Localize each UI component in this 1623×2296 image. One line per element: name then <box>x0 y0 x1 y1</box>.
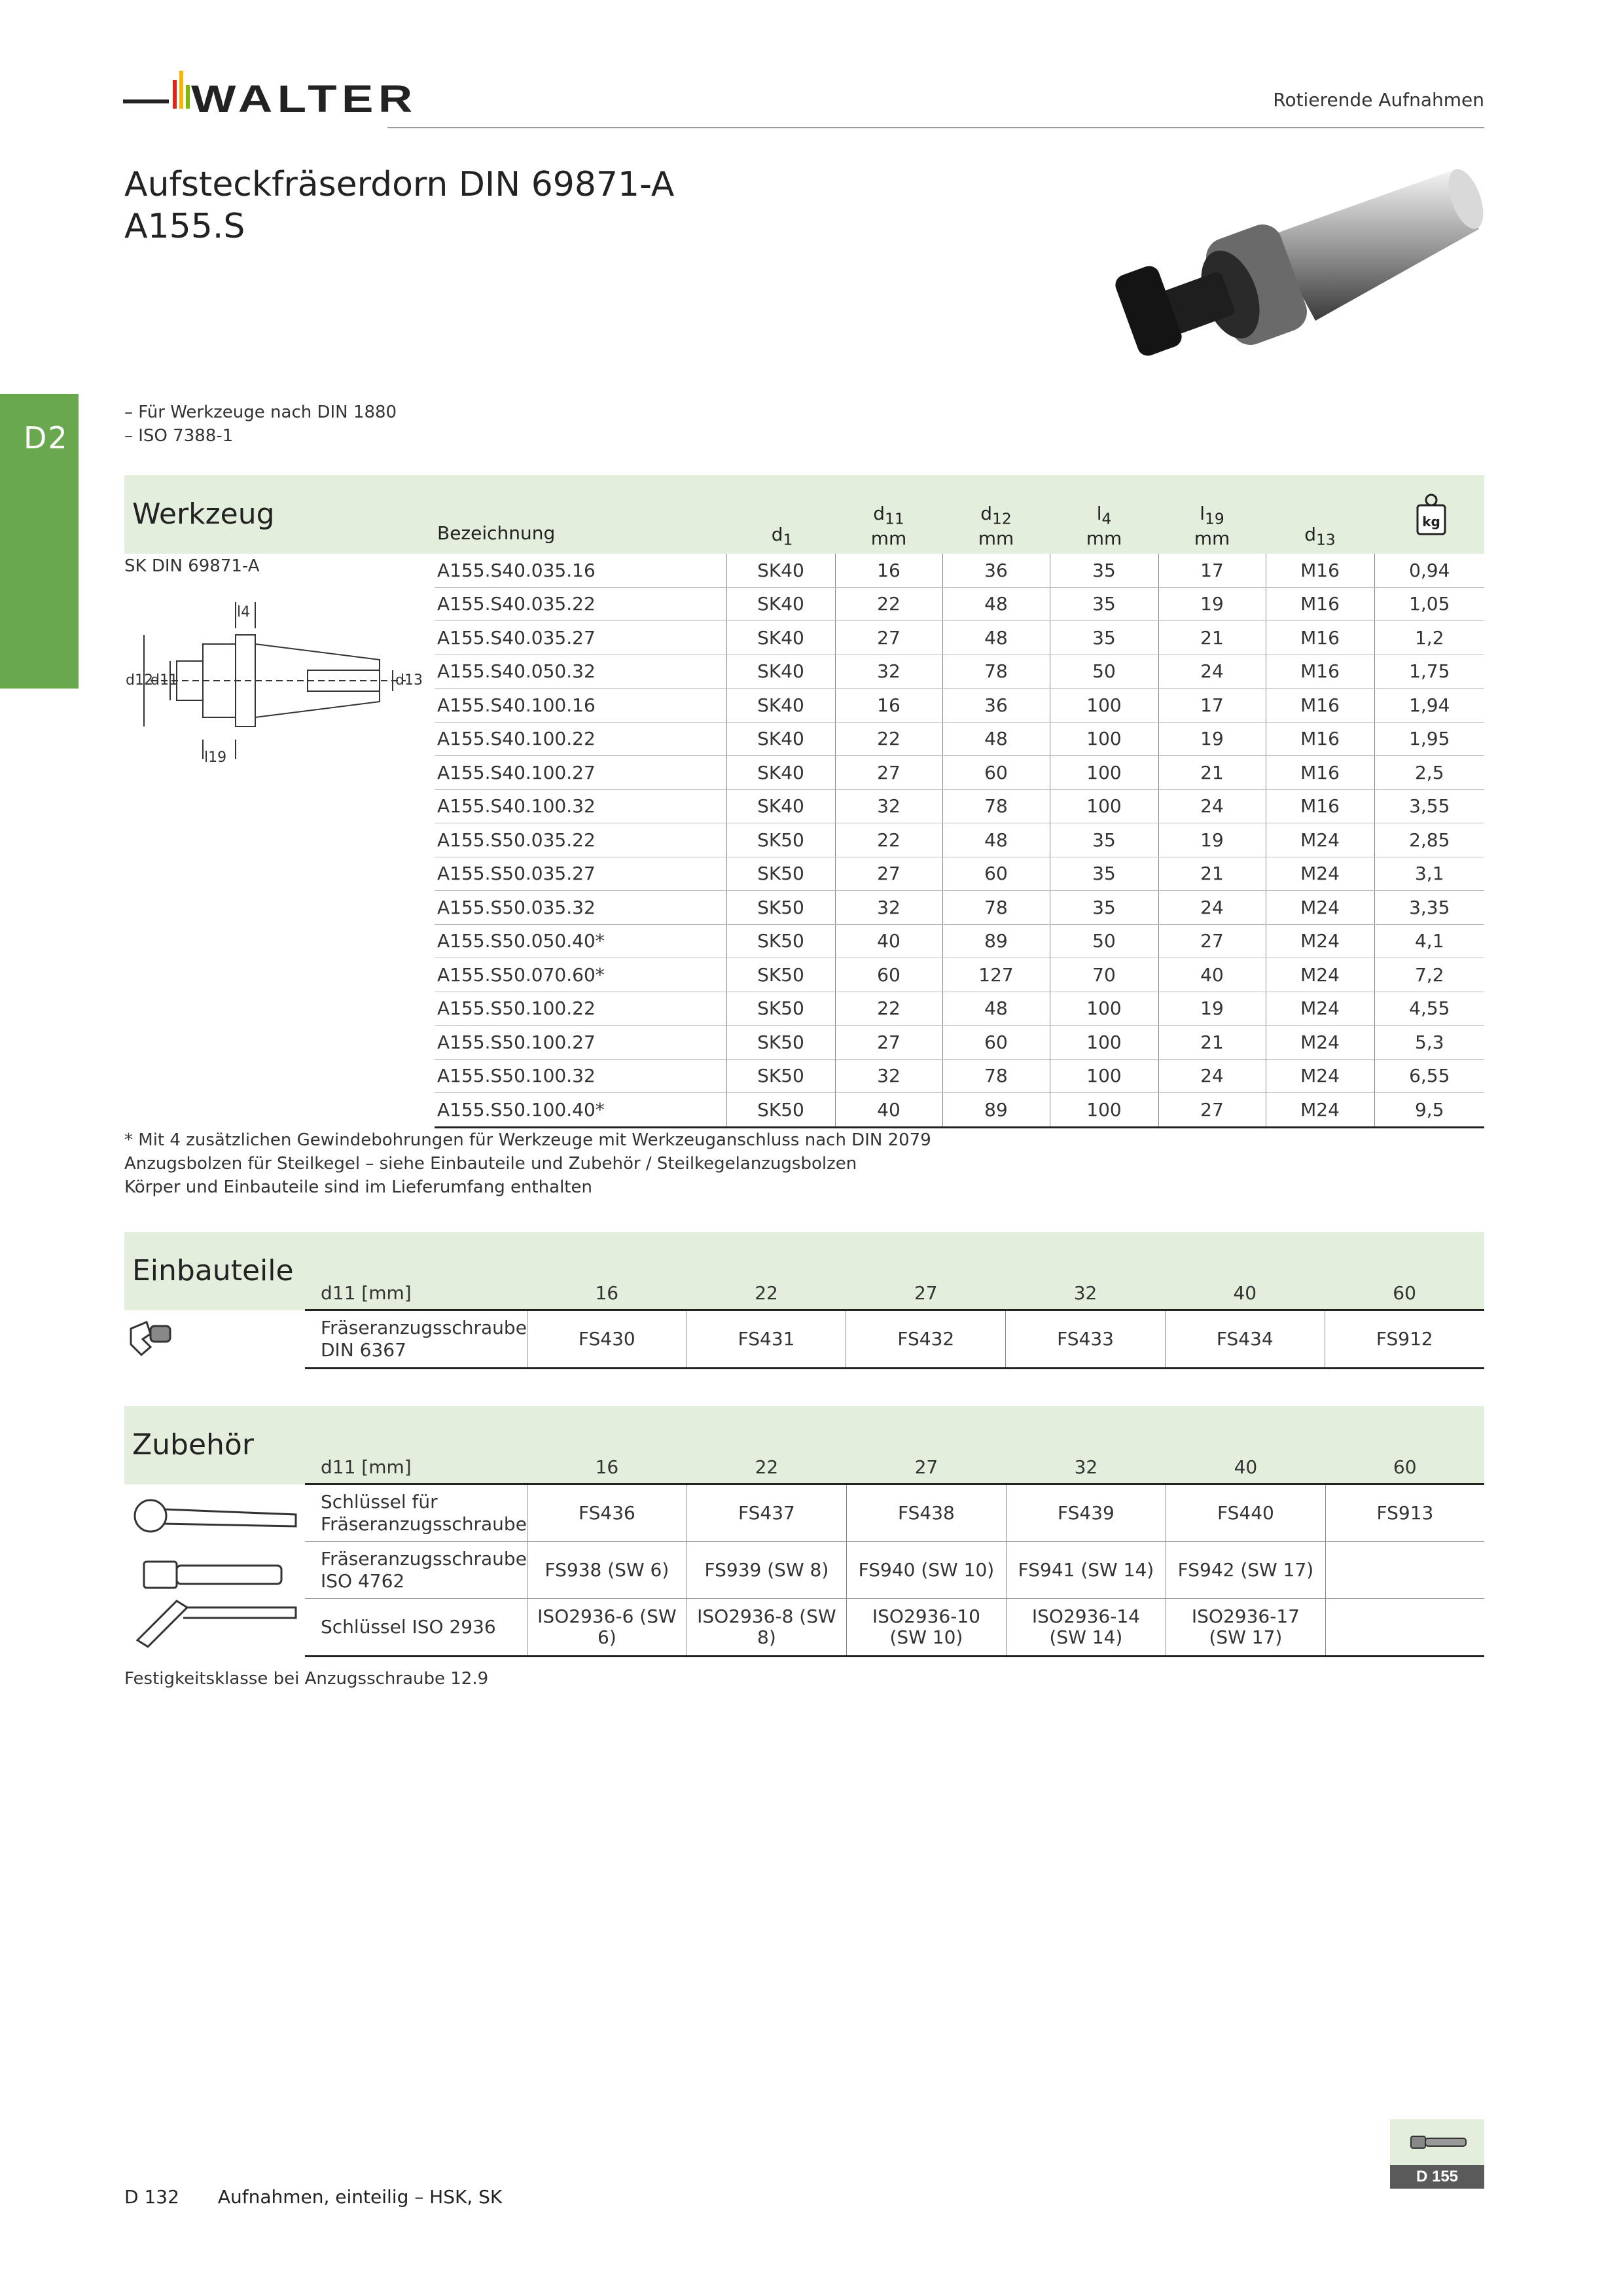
table-cell: A155.S40.035.27 <box>435 621 726 655</box>
label-d12: d12 <box>126 672 153 689</box>
part-number-cell: FS913 <box>1325 1484 1484 1542</box>
table-cell: 100 <box>1050 992 1158 1026</box>
table-cell: 32 <box>835 1059 942 1093</box>
table-cell: 24 <box>1158 789 1266 823</box>
part-number-cell: FS431 <box>687 1310 846 1369</box>
size-header: 27 <box>846 1276 1006 1310</box>
table-cell: M24 <box>1266 857 1374 891</box>
table-cell: A155.S50.100.40* <box>435 1093 726 1128</box>
row-label <box>305 1542 527 1599</box>
section-tab <box>0 394 79 689</box>
table-cell: M16 <box>1266 789 1374 823</box>
table-cell: 21 <box>1158 621 1266 655</box>
feature-item: – Für Werkzeuge nach DIN 1880 <box>124 403 397 422</box>
table-row <box>435 789 1484 823</box>
product-image <box>1099 157 1492 406</box>
feature-item: – ISO 7388-1 <box>124 426 234 446</box>
table-cell: M16 <box>1266 587 1374 621</box>
table-cell: 7,2 <box>1374 958 1484 992</box>
table-cell: 1,95 <box>1374 722 1484 756</box>
table-cell: 48 <box>942 823 1050 857</box>
part-number-cell: ISO2936-10 (SW 10) <box>846 1599 1006 1657</box>
part-number-cell: FS434 <box>1165 1310 1325 1369</box>
table-cell: 35 <box>1050 823 1158 857</box>
label-l19: l19 <box>204 749 227 766</box>
table-cell: 24 <box>1158 655 1266 689</box>
accessory-icons <box>124 1490 301 1653</box>
table-cell: A155.S50.035.22 <box>435 823 726 857</box>
table-cell: 50 <box>1050 655 1158 689</box>
section-label: Rotierende Aufnahmen <box>1273 89 1484 111</box>
part-number-cell: FS430 <box>527 1310 687 1369</box>
table-row <box>435 1059 1484 1093</box>
table-cell: 78 <box>942 789 1050 823</box>
table-cell: A155.S40.035.16 <box>435 554 726 587</box>
table-cell: 60 <box>942 857 1050 891</box>
size-column-label: d11 [mm] <box>305 1450 527 1484</box>
table-cell: 3,35 <box>1374 891 1484 925</box>
row-label <box>305 1599 527 1657</box>
size-header: 60 <box>1325 1450 1484 1484</box>
table-cell: 19 <box>1158 722 1266 756</box>
table-cell: SK50 <box>726 1059 835 1093</box>
table-cell: 48 <box>942 722 1050 756</box>
table-cell: M24 <box>1266 891 1374 925</box>
table-cell: 127 <box>942 958 1050 992</box>
label-l4: l4 <box>237 604 251 620</box>
unit-mm: mm <box>1086 527 1122 549</box>
table-cell: 40 <box>835 1093 942 1128</box>
table-row <box>305 1542 1484 1599</box>
table-cell: M24 <box>1266 992 1374 1026</box>
table-cell: 48 <box>942 992 1050 1026</box>
table-cell: 1,75 <box>1374 655 1484 689</box>
page-footer <box>124 2186 502 2208</box>
table-cell: 40 <box>835 924 942 958</box>
size-header: 22 <box>687 1276 846 1310</box>
page-reference[interactable] <box>1390 2119 1484 2189</box>
dimension-drawing <box>124 589 423 772</box>
col-l4: $l_4$ mm <box>1086 503 1122 549</box>
table-cell: 36 <box>942 689 1050 723</box>
zubehoer-note: Festigkeitsklasse bei Anzugsschraube 12.9 <box>124 1669 489 1689</box>
table-row <box>435 823 1484 857</box>
feature-list <box>124 401 397 448</box>
row-label <box>305 1310 527 1369</box>
row-label-line: Fräseranzugsschraube <box>321 1548 527 1570</box>
table-cell: SK40 <box>726 655 835 689</box>
table-cell: 19 <box>1158 823 1266 857</box>
table-row <box>435 1026 1484 1060</box>
table-cell: 3,55 <box>1374 789 1484 823</box>
table-cell: 16 <box>835 689 942 723</box>
table-cell: 9,5 <box>1374 1093 1484 1128</box>
table-cell: A155.S40.100.16 <box>435 689 726 723</box>
table-row <box>435 655 1484 689</box>
table-cell: 100 <box>1050 756 1158 790</box>
table-cell: 1,2 <box>1374 621 1484 655</box>
part-number-cell: FS438 <box>846 1484 1006 1542</box>
note: * Mit 4 zusätzlichen Gewindebohrungen für Werkzeuge mit Werkzeuganschluss nach DIN 2079 <box>124 1130 931 1150</box>
table-cell: 17 <box>1158 689 1266 723</box>
table-cell: A155.S40.100.27 <box>435 756 726 790</box>
table-cell: 1,94 <box>1374 689 1484 723</box>
screw-part-icon <box>124 1316 183 1361</box>
part-number-cell: FS939 (SW 8) <box>687 1542 846 1599</box>
section-tab-label: D2 <box>24 420 69 456</box>
table-cell: 35 <box>1050 621 1158 655</box>
table-cell: 19 <box>1158 992 1266 1026</box>
table-cell: 50 <box>1050 924 1158 958</box>
page-number: D 132 <box>124 2186 179 2208</box>
table-cell: A155.S50.035.27 <box>435 857 726 891</box>
table-row <box>435 689 1484 723</box>
row-label-line: DIN 6367 <box>321 1339 406 1361</box>
table-cell: 60 <box>942 1026 1050 1060</box>
key-icon <box>135 1500 296 1532</box>
bolt-icon <box>1410 2131 1469 2153</box>
table-cell: 16 <box>835 554 942 587</box>
table-cell: 32 <box>835 789 942 823</box>
part-number-cell: FS912 <box>1325 1310 1484 1369</box>
part-number-cell: FS439 <box>1006 1484 1166 1542</box>
table-cell: 78 <box>942 655 1050 689</box>
table-cell: A155.S50.100.32 <box>435 1059 726 1093</box>
page-reference-image <box>1390 2119 1484 2165</box>
table-row <box>435 958 1484 992</box>
table-cell: 21 <box>1158 756 1266 790</box>
size-header: 27 <box>846 1450 1006 1484</box>
part-number-cell: ISO2936-14 (SW 14) <box>1006 1599 1166 1657</box>
table-cell: 21 <box>1158 1026 1266 1060</box>
col-d12: $d_{12}$ mm <box>978 503 1014 549</box>
table-cell: 24 <box>1158 1059 1266 1093</box>
spec-label: SK DIN 69871-A <box>124 556 260 576</box>
col-d11: $d_{11}$ mm <box>870 503 907 549</box>
table-cell: 32 <box>835 891 942 925</box>
table-cell: 5,3 <box>1374 1026 1484 1060</box>
size-header: 60 <box>1325 1276 1484 1310</box>
part-number-cell: FS940 (SW 10) <box>846 1542 1006 1599</box>
table-cell: 48 <box>942 587 1050 621</box>
table-cell: SK40 <box>726 756 835 790</box>
table-cell: 17 <box>1158 554 1266 587</box>
zubehoer-heading: Zubehör <box>132 1428 254 1462</box>
table-cell: 35 <box>1050 891 1158 925</box>
row-label-line: Fräseranzugsschraube <box>321 1513 527 1535</box>
unit-mm: mm <box>1194 527 1230 549</box>
table-cell: SK40 <box>726 789 835 823</box>
part-number-cell: FS440 <box>1166 1484 1325 1542</box>
label-d13: d13 <box>395 672 423 689</box>
table-row <box>435 722 1484 756</box>
table-cell: A155.S40.035.22 <box>435 587 726 621</box>
hex-key-icon <box>137 1601 296 1647</box>
table-cell: M24 <box>1266 1026 1374 1060</box>
table-cell: 100 <box>1050 789 1158 823</box>
table-row <box>435 891 1484 925</box>
table-cell: SK40 <box>726 554 835 587</box>
table-cell: 32 <box>835 655 942 689</box>
col-d1-sub: 1 <box>783 530 793 549</box>
table-header-row <box>305 1276 1484 1310</box>
table-cell: 60 <box>835 958 942 992</box>
size-header: 40 <box>1165 1276 1325 1310</box>
table-cell: SK40 <box>726 587 835 621</box>
table-cell: M16 <box>1266 554 1374 587</box>
page-reference-label: D 155 <box>1390 2165 1484 2189</box>
table-cell: 27 <box>1158 924 1266 958</box>
table-cell: 22 <box>835 587 942 621</box>
table-cell: 22 <box>835 992 942 1026</box>
size-header: 22 <box>687 1450 846 1484</box>
table-cell: SK50 <box>726 924 835 958</box>
part-number-cell: FS433 <box>1006 1310 1166 1369</box>
brand-name: WALTER <box>191 78 418 120</box>
table-cell: 100 <box>1050 1026 1158 1060</box>
table-cell: 40 <box>1158 958 1266 992</box>
weight-icon <box>1416 490 1446 542</box>
table-cell: 78 <box>942 891 1050 925</box>
table-cell: SK40 <box>726 722 835 756</box>
note: Anzugsbolzen für Steilkegel – siehe Einbauteile und Zubehör / Steilkegelanzugsbolzen <box>124 1154 857 1174</box>
table-row <box>305 1310 1484 1369</box>
table-row <box>305 1599 1484 1657</box>
werkzeug-heading: Werkzeug <box>132 497 275 531</box>
table-cell: 3,1 <box>1374 857 1484 891</box>
table-cell: 24 <box>1158 891 1266 925</box>
table-cell: 89 <box>942 1093 1050 1128</box>
unit-mm: mm <box>978 527 1014 549</box>
table-cell: A155.S40.100.22 <box>435 722 726 756</box>
table-cell: M24 <box>1266 924 1374 958</box>
part-number-cell: ISO2936-6 (SW 6) <box>527 1599 687 1657</box>
table-cell: 27 <box>1158 1093 1266 1128</box>
part-number-cell: FS938 (SW 6) <box>527 1542 687 1599</box>
row-label-line: Fräseranzugsschraube <box>321 1317 527 1338</box>
row-label <box>305 1484 527 1542</box>
part-number-cell: ISO2936-8 (SW 8) <box>687 1599 846 1657</box>
part-number-cell: FS437 <box>687 1484 846 1542</box>
part-number-cell: FS432 <box>846 1310 1006 1369</box>
table-cell: 89 <box>942 924 1050 958</box>
table-cell: 100 <box>1050 689 1158 723</box>
weight-icon-label: kg <box>1422 514 1440 529</box>
table-header-row <box>305 1450 1484 1484</box>
table-cell: 19 <box>1158 587 1266 621</box>
size-header: 16 <box>527 1450 687 1484</box>
table-cell: 2,85 <box>1374 823 1484 857</box>
table-cell: 36 <box>942 554 1050 587</box>
table-cell: 100 <box>1050 1093 1158 1128</box>
table-row <box>435 924 1484 958</box>
table-cell: 100 <box>1050 722 1158 756</box>
title-line-1: Aufsteckfräserdorn DIN 69871-A <box>124 165 675 204</box>
table-cell: A155.S50.100.22 <box>435 992 726 1026</box>
part-number-cell: FS942 (SW 17) <box>1166 1542 1325 1599</box>
table-row <box>435 554 1484 587</box>
table-cell: 4,55 <box>1374 992 1484 1026</box>
col-d13: $d_{13}$ <box>1304 524 1336 549</box>
table-cell: M16 <box>1266 756 1374 790</box>
table-cell: 22 <box>835 823 942 857</box>
table-cell: M16 <box>1266 689 1374 723</box>
werkzeug-notes <box>124 1128 931 1199</box>
zubehoer-table <box>305 1450 1484 1657</box>
table-cell: 27 <box>835 857 942 891</box>
einbauteile-heading: Einbauteile <box>132 1254 294 1287</box>
label-d11: d11 <box>151 672 178 689</box>
col-l19: $l_{19}$ mm <box>1194 503 1230 549</box>
note: Körper und Einbauteile sind im Lieferumfang enthalten <box>124 1177 592 1197</box>
table-row <box>435 992 1484 1026</box>
table-cell: SK50 <box>726 891 835 925</box>
table-row <box>435 756 1484 790</box>
einbauteile-table <box>305 1276 1484 1369</box>
table-cell: M24 <box>1266 823 1374 857</box>
table-cell: A155.S50.100.27 <box>435 1026 726 1060</box>
part-number-cell <box>1325 1599 1484 1657</box>
table-cell: 27 <box>835 1026 942 1060</box>
table-row <box>435 857 1484 891</box>
page-title <box>124 164 674 247</box>
table-cell: 35 <box>1050 554 1158 587</box>
table-row <box>435 621 1484 655</box>
table-cell: SK50 <box>726 958 835 992</box>
table-cell: M24 <box>1266 1093 1374 1128</box>
part-number-cell: FS436 <box>527 1484 687 1542</box>
table-row <box>305 1484 1484 1542</box>
table-cell: M24 <box>1266 1059 1374 1093</box>
table-cell: A155.S40.100.32 <box>435 789 726 823</box>
table-row <box>435 1093 1484 1128</box>
row-label-line: Schlüssel für <box>321 1491 438 1513</box>
table-cell: 78 <box>942 1059 1050 1093</box>
table-cell: 21 <box>1158 857 1266 891</box>
chapter-title: Aufnahmen, einteilig – HSK, SK <box>217 2186 503 2208</box>
table-cell: SK50 <box>726 857 835 891</box>
size-header: 32 <box>1006 1276 1166 1310</box>
col-d1: $d_1$ <box>771 524 793 549</box>
table-cell: 35 <box>1050 857 1158 891</box>
part-number-cell: FS941 (SW 14) <box>1006 1542 1166 1599</box>
table-cell: 100 <box>1050 1059 1158 1093</box>
table-cell: 70 <box>1050 958 1158 992</box>
col-bezeichnung: Bezeichnung <box>437 522 556 544</box>
table-cell: A155.S50.070.60* <box>435 958 726 992</box>
table-cell: M16 <box>1266 655 1374 689</box>
table-cell: SK50 <box>726 823 835 857</box>
table-row <box>435 587 1484 621</box>
table-cell: 22 <box>835 722 942 756</box>
size-header: 32 <box>1006 1450 1166 1484</box>
table-cell: 27 <box>835 621 942 655</box>
title-line-2: A155.S <box>124 207 245 246</box>
table-cell: A155.S50.050.40* <box>435 924 726 958</box>
table-cell: SK50 <box>726 1026 835 1060</box>
table-cell: M16 <box>1266 621 1374 655</box>
table-cell: 35 <box>1050 587 1158 621</box>
table-cell: SK50 <box>726 992 835 1026</box>
table-cell: M24 <box>1266 958 1374 992</box>
size-column-label: d11 [mm] <box>305 1276 527 1310</box>
size-header: 40 <box>1166 1450 1325 1484</box>
unit-mm: mm <box>870 527 907 549</box>
table-cell: A155.S40.050.32 <box>435 655 726 689</box>
table-cell: 27 <box>835 756 942 790</box>
table-cell: 1,05 <box>1374 587 1484 621</box>
table-cell: M16 <box>1266 722 1374 756</box>
table-cell: 6,55 <box>1374 1059 1484 1093</box>
table-cell: SK40 <box>726 689 835 723</box>
table-cell: 60 <box>942 756 1050 790</box>
header-divider <box>387 127 1484 128</box>
table-cell: SK40 <box>726 621 835 655</box>
table-cell: 0,94 <box>1374 554 1484 587</box>
part-number-cell: ISO2936-17 (SW 17) <box>1166 1599 1325 1657</box>
table-cell: 4,1 <box>1374 924 1484 958</box>
bolt-icon <box>144 1562 281 1588</box>
table-cell: 48 <box>942 621 1050 655</box>
part-number-cell <box>1325 1542 1484 1599</box>
werkzeug-table <box>435 554 1484 1128</box>
size-header: 16 <box>527 1276 687 1310</box>
row-label-line: ISO 4762 <box>321 1570 405 1592</box>
row-label-line: Schlüssel ISO 2936 <box>321 1616 496 1638</box>
table-cell: SK50 <box>726 1093 835 1128</box>
table-cell: A155.S50.035.32 <box>435 891 726 925</box>
table-cell: 2,5 <box>1374 756 1484 790</box>
